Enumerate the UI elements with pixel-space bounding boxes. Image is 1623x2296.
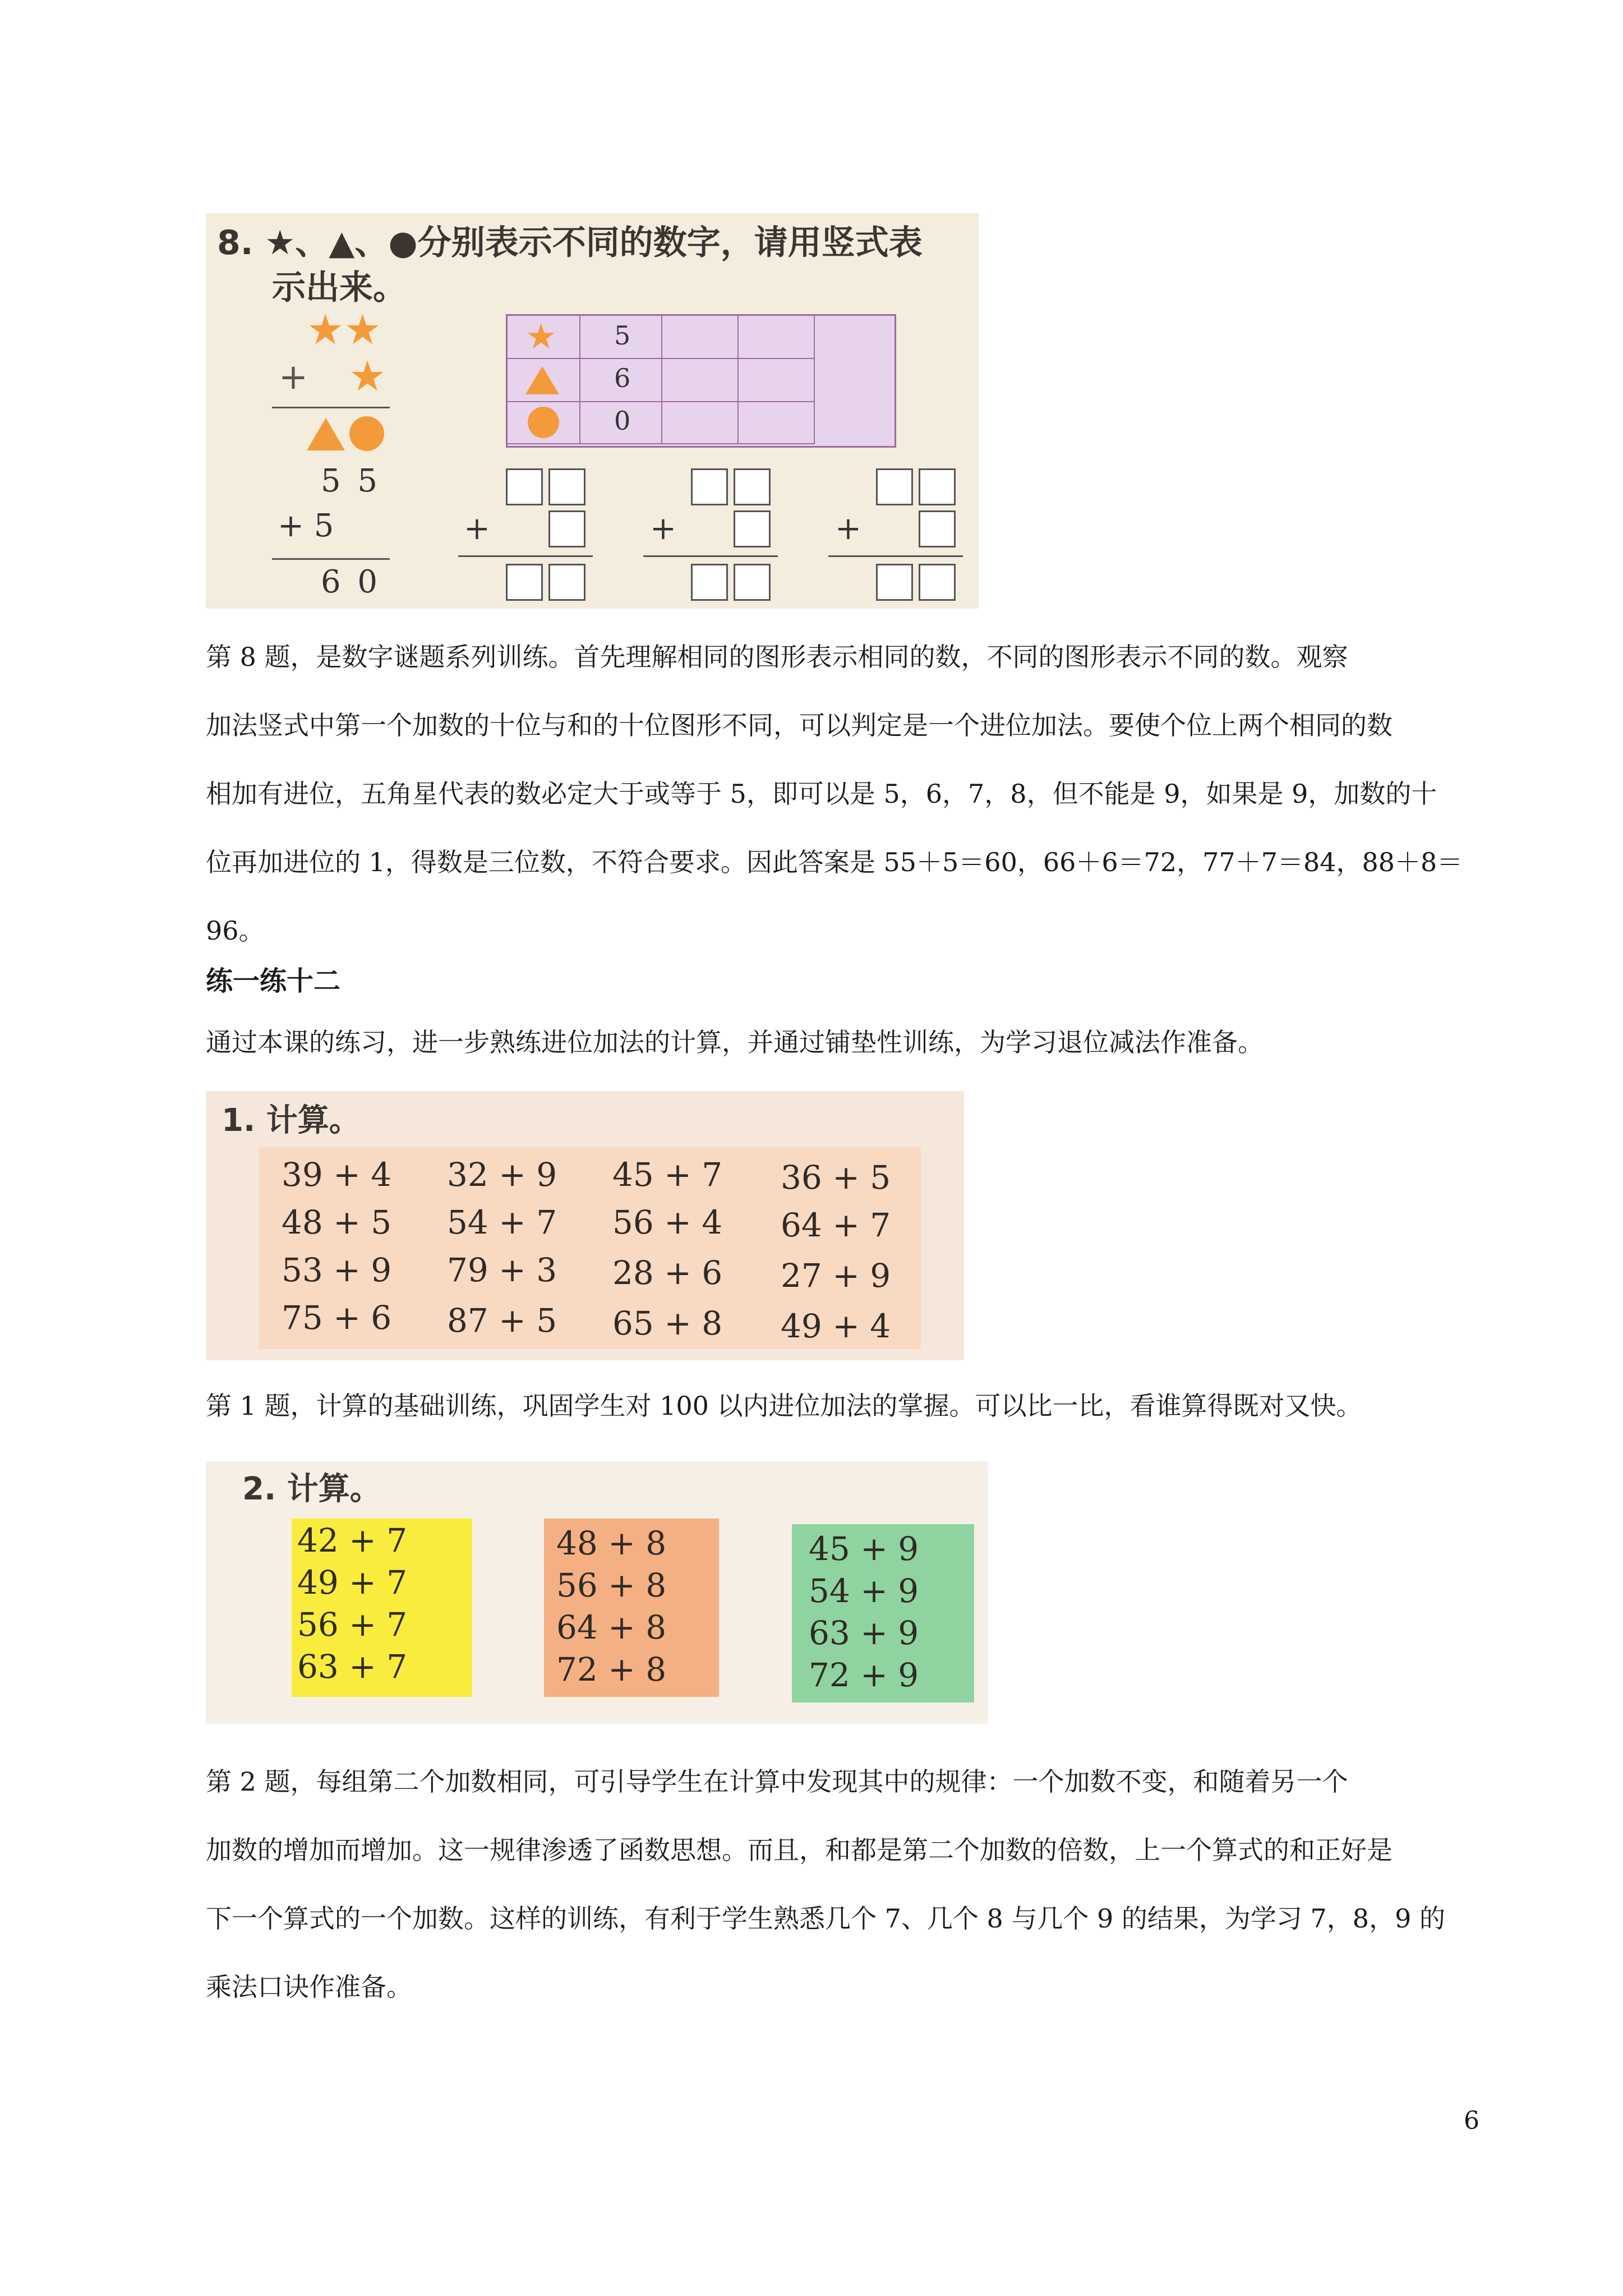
- exercise: 27 + 9: [781, 1257, 891, 1295]
- exercise: 56 + 7: [297, 1605, 408, 1644]
- group-orange: [544, 1519, 719, 1697]
- exercise: 45 + 9: [809, 1530, 919, 1568]
- para8-line: 位再加进位的 1，得数是三位数，不符合要求。因此答案是 55＋5＝60，66＋6＝72，77＋7＝84，88＋8＝: [206, 847, 1463, 877]
- para2-line: 加数的增加而增加。这一规律渗透了函数思想。而且，和都是第二个加数的倍数，上一个算式的和正好是: [206, 1835, 1393, 1865]
- problem1-header: 1. 计算。: [222, 1102, 361, 1139]
- example-line: [272, 558, 390, 560]
- para8-line: 加法竖式中第一个加数的十位与和的十位图形不同，可以判定是一个进位加法。要使个位上两个相同的数: [206, 710, 1393, 740]
- plus-sign: +: [650, 510, 676, 547]
- paragraph-problem1: 第 1 题，计算的基础训练，巩固学生对 100 以内进位加法的掌握。可以比一比，看谁算得既对又快。: [206, 1391, 1362, 1421]
- exercise: 48 + 8: [556, 1524, 667, 1562]
- symbol-value-table: [506, 314, 896, 448]
- exercise: 65 + 8: [612, 1304, 723, 1342]
- problem2-header: 2. 计算。: [242, 1471, 381, 1507]
- exercise: 54 + 9: [809, 1572, 919, 1610]
- sum-line: [272, 407, 390, 408]
- exercise: 72 + 8: [556, 1650, 667, 1688]
- group-green: [792, 1524, 974, 1703]
- exercise: 49 + 7: [297, 1563, 408, 1602]
- triangle-icon: [307, 418, 345, 450]
- example-top: 5 5: [321, 463, 381, 499]
- exercise: 75 + 6: [282, 1299, 392, 1337]
- para8-line: 第 8 题，是数字谜题系列训练。首先理解相同的图形表示相同的数，不同的图形表示不同的数。观察: [206, 642, 1348, 672]
- triangle-value: 6: [614, 363, 631, 393]
- exercise: 36 + 5: [781, 1158, 891, 1197]
- section-intro: 通过本课的练习，进一步熟练进位加法的计算，并通过铺垫性训练，为学习退位减法作准备。: [206, 1027, 1264, 1057]
- exercise: 42 + 7: [297, 1521, 408, 1559]
- paragraph-problem8: [206, 623, 1482, 965]
- exercise: 56 + 4: [612, 1203, 723, 1241]
- para8-line: 相加有进位，五角星代表的数必定大于或等于 5，即可以是 5，6，7，8，但不能是 9，如果是 9，加数的十: [206, 779, 1437, 809]
- circle-icon: [349, 416, 384, 451]
- paragraph-problem2: [206, 1747, 1482, 2021]
- problem8-header-cont: 示出来。: [272, 268, 407, 307]
- exercise: 64 + 8: [556, 1608, 667, 1646]
- exercise: 45 + 7: [612, 1156, 723, 1194]
- page-number: 6: [1464, 2106, 1479, 2135]
- problem1-exercises: [259, 1147, 921, 1349]
- circle-value: 0: [614, 406, 631, 436]
- exercise: 72 + 9: [809, 1656, 919, 1694]
- star-icon: ★★: [307, 306, 381, 354]
- plus-sign: +: [464, 510, 490, 547]
- exercise: 49 + 4: [781, 1307, 891, 1345]
- example-sum: 6 0: [321, 564, 381, 600]
- problem2-image: [206, 1461, 988, 1724]
- example-add: + 5: [278, 508, 334, 544]
- exercise: 87 + 5: [447, 1301, 557, 1340]
- para2-line: 乘法口诀作准备。: [206, 1972, 412, 2002]
- exercise: 39 + 4: [282, 1156, 392, 1194]
- exercise: 48 + 5: [282, 1203, 392, 1241]
- problem8-image: [206, 213, 979, 609]
- star-icon: ★: [349, 352, 386, 401]
- exercise: 54 + 7: [447, 1203, 557, 1241]
- problem8-header: 8. ★、▲、●分别表示不同的数字，请用竖式表: [217, 223, 923, 263]
- problem1-image: [206, 1091, 964, 1360]
- exercise: 56 + 8: [556, 1566, 667, 1604]
- plus-sign: +: [835, 510, 861, 547]
- exercise: 79 + 3: [447, 1251, 557, 1289]
- para2-line: 下一个算式的一个加数。这样的训练，有利于学生熟悉几个 7、几个 8 与几个 9 的结果，为学习 7，8，9 的: [206, 1903, 1445, 1934]
- triangle-icon: [525, 366, 559, 394]
- exercise: 53 + 9: [282, 1251, 392, 1289]
- star-icon: ★: [525, 316, 557, 357]
- exercise: 63 + 7: [297, 1648, 408, 1686]
- exercise: 63 + 9: [809, 1614, 919, 1652]
- exercise: 28 + 6: [612, 1254, 723, 1292]
- star-value: 5: [614, 320, 631, 351]
- exercise: 32 + 9: [447, 1156, 557, 1194]
- para2-line: 第 2 题，每组第二个加数相同，可引导学生在计算中发现其中的规律：一个加数不变，和随着另一个: [206, 1766, 1348, 1797]
- group-yellow: [292, 1519, 472, 1697]
- section-title: 练一练十二: [206, 965, 341, 997]
- circle-icon: [528, 407, 559, 438]
- plus-sign: +: [279, 356, 308, 397]
- exercise: 64 + 7: [781, 1206, 891, 1244]
- para8-line: 96。: [206, 915, 265, 946]
